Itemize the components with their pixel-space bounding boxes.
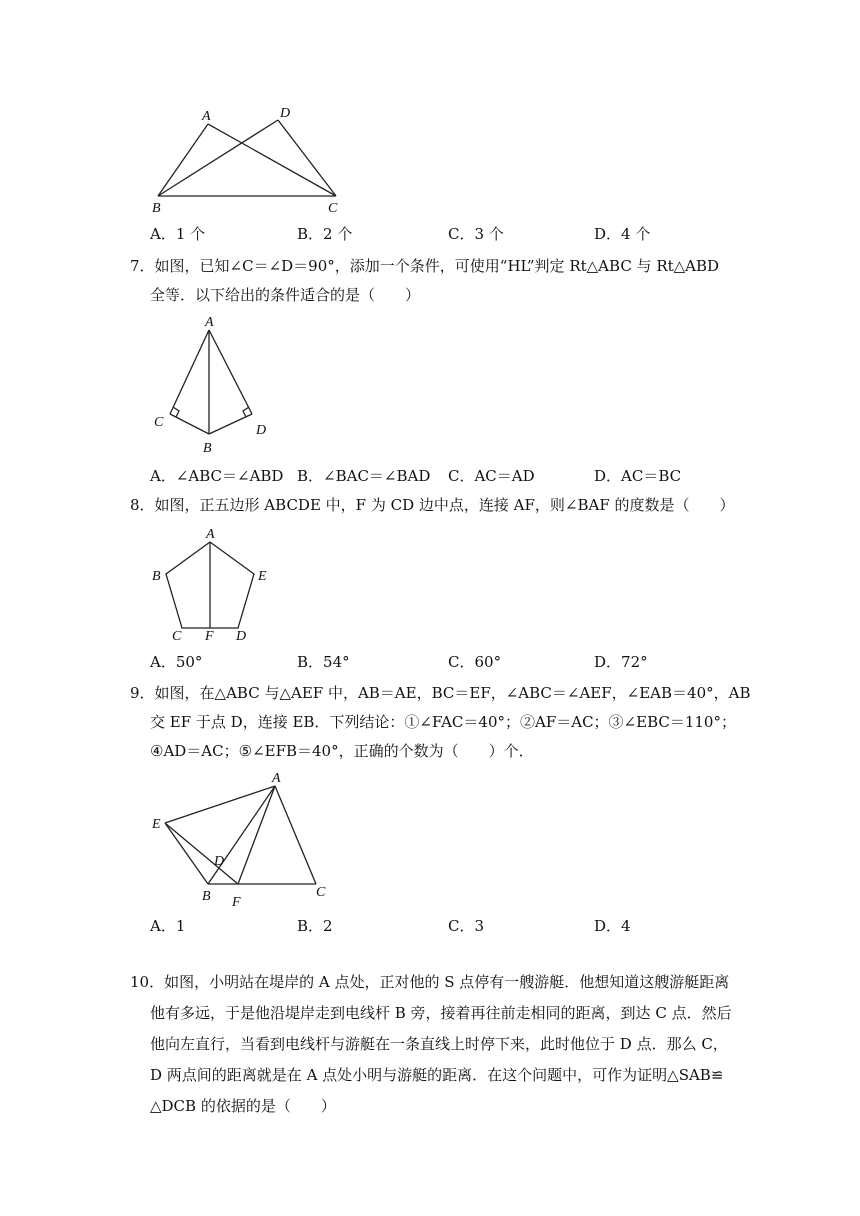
q9-label-f: F — [232, 895, 241, 910]
q6-segment-bd — [158, 120, 278, 196]
q6-option-d[interactable]: D．4 个 — [594, 225, 651, 243]
q7-stem-line2: 全等．以下给出的条件适合的是（ ） — [150, 286, 421, 304]
q10-line3: 他向左直行，当看到电线杆与游艇在一条直线上时停下来，此时他位于 D 点．那么 C， — [150, 1035, 728, 1053]
q7-segment-ad — [209, 330, 252, 414]
q8-label-d: D — [236, 629, 247, 644]
q6-figure — [140, 100, 360, 220]
q8-option-d[interactable]: D．72° — [594, 653, 648, 671]
q7-label-a: A — [205, 315, 214, 330]
q6-segment-ac — [208, 124, 336, 196]
q9-stem-line1: 9．如图，在△ABC 与△AEF 中，AB＝AE，BC＝EF，∠ABC＝∠AEF，∠EAB＝40°，AB — [130, 684, 751, 702]
q7-segment-cb — [170, 414, 209, 434]
q9-label-d: D — [214, 854, 225, 869]
q7-segment-ac — [170, 330, 209, 414]
q8-label-b: B — [152, 569, 161, 584]
q7-option-a[interactable]: A．∠ABC＝∠ABD — [150, 467, 284, 485]
q9-diagram — [140, 768, 350, 908]
q10-line5: △DCB 的依据的是（ ） — [150, 1097, 336, 1115]
q9-segment-ea — [165, 786, 275, 823]
q8-label-c: C — [172, 629, 182, 644]
q9-option-d[interactable]: D．4 — [594, 917, 631, 935]
q7-stem-line1: 7．如图，已知∠C＝∠D＝90°，添加一个条件，可使用“HL”判定 Rt△ABC 与 Rt△ABD — [130, 257, 720, 275]
q6-label-b: B — [152, 201, 161, 216]
q7-figure — [140, 310, 280, 460]
q8-diagram — [140, 522, 290, 647]
q9-option-a[interactable]: A．1 — [150, 917, 186, 935]
q10-line1: 10．如图，小明站在堤岸的 A 点处，正对他的 S 点停有一艘游艇．他想知道这艘游艇距离 — [130, 973, 730, 991]
q7-option-c[interactable]: C．AC＝AD — [448, 467, 535, 485]
q8-label-f: F — [205, 629, 214, 644]
q8-stem-line1: 8．如图，正五边形 ABCDE 中，F 为 CD 边中点，连接 AF，则∠BAF 的度数是（ ） — [130, 496, 735, 514]
q7-label-b: B — [203, 441, 212, 456]
q10-line2: 他有多远，于是他沿堤岸走到电线杆 B 旁，接着再往前走相同的距离，到达 C 点．然后 — [150, 1004, 732, 1022]
q9-label-e: E — [152, 817, 161, 832]
q7-diagram — [140, 310, 280, 460]
q6-option-c[interactable]: C．3 个 — [448, 225, 504, 243]
q9-option-b[interactable]: B．2 — [297, 917, 333, 935]
q9-label-b: B — [202, 889, 211, 904]
q9-segment-ab — [208, 786, 275, 884]
q8-option-a[interactable]: A．50° — [150, 653, 203, 671]
q6-segment-dc — [278, 120, 336, 196]
q8-option-b[interactable]: B．54° — [297, 653, 350, 671]
q9-stem-line2: 交 EF 于点 D，连接 EB．下列结论：①∠FAC＝40°；②AF＝AC；③∠EBC＝110°； — [150, 713, 736, 731]
q6-option-a[interactable]: A．1 个 — [150, 225, 206, 243]
q6-label-a: A — [202, 109, 211, 124]
q6-diagram — [140, 100, 360, 220]
q10-line4: D 两点间的距离就是在 A 点处小明与游艇的距离．在这个问题中，可作为证明△SAB≌ — [150, 1066, 724, 1084]
q8-label-e: E — [258, 569, 267, 584]
q9-figure — [140, 768, 350, 908]
q8-figure — [140, 522, 290, 647]
q9-stem-line3: ④AD＝AC；⑤∠EFB＝40°，正确的个数为（ ）个． — [150, 742, 534, 760]
q9-segment-ac — [275, 786, 316, 884]
q7-option-b[interactable]: B．∠BAC＝∠BAD — [297, 467, 431, 485]
q9-label-c: C — [316, 885, 326, 900]
q9-segment-af — [238, 786, 275, 884]
q6-segment-ba — [158, 124, 208, 196]
q9-label-a: A — [272, 771, 281, 786]
q7-label-d: D — [256, 423, 267, 438]
q9-option-c[interactable]: C．3 — [448, 917, 485, 935]
q7-option-d[interactable]: D．AC＝BC — [594, 467, 682, 485]
q6-option-b[interactable]: B．2 个 — [297, 225, 353, 243]
q8-label-a: A — [206, 527, 215, 542]
q8-option-c[interactable]: C．60° — [448, 653, 502, 671]
q6-label-d: D — [280, 106, 291, 121]
q6-label-c: C — [328, 201, 338, 216]
q7-label-c: C — [154, 415, 164, 430]
